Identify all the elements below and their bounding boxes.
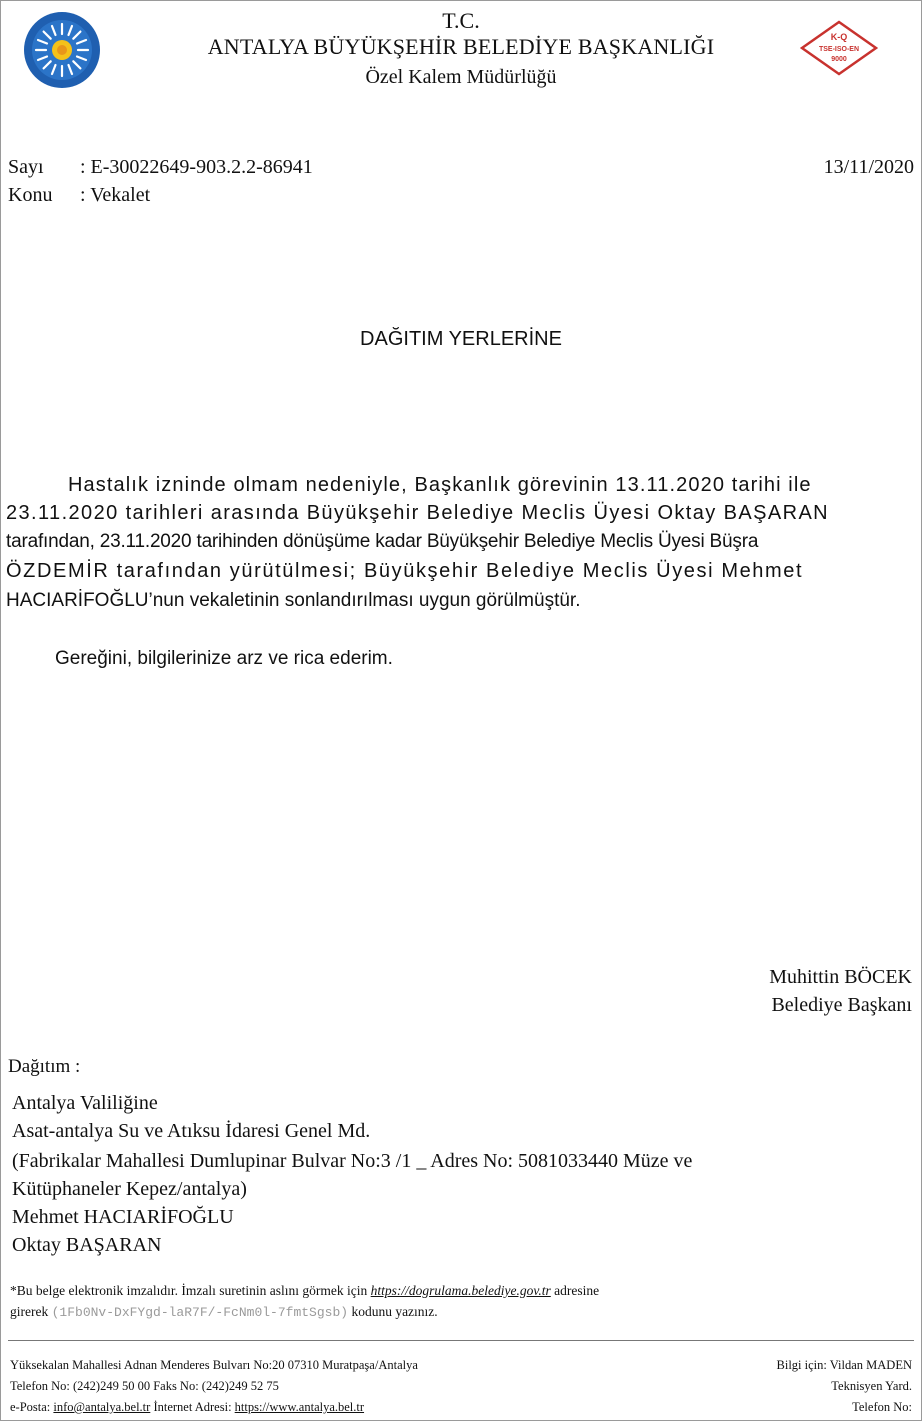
header-tc: T.C. — [442, 8, 480, 33]
signer-title: Belediye Başkanı — [771, 994, 912, 1016]
email-link[interactable]: info@antalya.bel.tr — [53, 1400, 151, 1414]
tse-certification-icon — [800, 20, 878, 76]
distribution-item: Oktay BAŞARAN — [12, 1234, 162, 1256]
sayi-value: : E-30022649-903.2.2-86941 — [80, 156, 313, 178]
note-text: *Bu belge elektronik imzalıdır. İmzalı suretinin aslını görmek için — [10, 1283, 371, 1298]
footer-divider — [8, 1340, 914, 1341]
body-line-3: tarafından, 23.11.2020 tarihinden dönüşüme kadar Büyükşehir Belediye Meclis Üyesi Büşra — [6, 531, 759, 552]
footer-phone: Telefon No: (242)249 50 00 Faks No: (242)249 52 75 — [10, 1379, 279, 1393]
footer-address: Yüksekalan Mahallesi Adnan Menderes Bulvarı No:20 07310 Muratpaşa/Antalya — [10, 1358, 418, 1372]
document-title: DAĞITIM YERLERİNE — [360, 328, 562, 350]
closing-line: Gereğini, bilgilerinize arz ve rica ederim. — [55, 648, 393, 669]
body-line-2: 23.11.2020 tarihleri arasında Büyükşehir Belediye Meclis Üyesi Oktay BAŞARAN — [6, 502, 830, 524]
cert-line-3: 9000 — [831, 56, 847, 63]
distribution-item: Antalya Valiliğine — [12, 1092, 158, 1114]
verification-link[interactable]: https://dogrulama.belediye.gov.tr — [370, 1283, 551, 1298]
department-name: Özel Kalem Müdürlüğü — [365, 66, 557, 88]
distribution-item: Kütüphaneler Kepez/antalya) — [12, 1178, 247, 1200]
note-text: adresine — [550, 1283, 600, 1298]
document-date: 13/11/2020 — [823, 156, 914, 178]
body-line-5: HACIARİFOĞLU’nun vekaletinin sonlandırılması uygun görülmüştür. — [6, 590, 581, 611]
verification-note-line-2 — [10, 1304, 438, 1320]
footer-info-phone: Telefon No: — [852, 1400, 912, 1414]
email-label: e-Posta: — [10, 1400, 54, 1414]
note-text: girerek — [10, 1304, 52, 1319]
body-line-4: ÖZDEMİR tarafından yürütülmesi; Büyükşehir Belediye Meclis Üyesi Mehmet — [6, 560, 804, 582]
distribution-label: Dağıtım : — [8, 1056, 81, 1077]
konu-value: : Vekalet — [80, 184, 151, 206]
signer-name: Muhittin BÖCEK — [769, 966, 912, 988]
organization-name: ANTALYA BÜYÜKŞEHİR BELEDİYE BAŞKANLIĞI — [207, 34, 715, 59]
distribution-item: (Fabrikalar Mahallesi Dumlupinar Bulvar No:3 /1 _ Adres No: 5081033440 Müze ve — [12, 1150, 693, 1172]
distribution-item: Mehmet HACIARİFOĞLU — [12, 1206, 234, 1228]
cert-line-2: TSE-ISO-EN — [818, 46, 860, 53]
cert-line-1: K-Q — [830, 32, 848, 42]
footer-info-contact: Bilgi için: Vildan MADEN — [776, 1358, 912, 1372]
verification-code: (1Fb0Nv-DxFYgd-laR7F/-FcNm0l-7fmtSgsb) — [51, 1305, 349, 1320]
footer-contact — [10, 1400, 364, 1415]
web-link[interactable]: https://www.antalya.bel.tr — [234, 1400, 365, 1414]
distribution-item: Asat-antalya Su ve Atıksu İdaresi Genel Md. — [12, 1120, 371, 1142]
web-label: İnternet Adresi: — [150, 1400, 235, 1414]
note-text: kodunu yazınız. — [348, 1304, 438, 1319]
body-line-1: Hastalık izninde olmam nedeniyle, Başkanlık görevinin 13.11.2020 tarihi ile — [68, 474, 812, 496]
verification-note-line-1 — [10, 1283, 599, 1299]
sayi-label: Sayı — [8, 156, 44, 178]
footer-info-role: Teknisyen Yard. — [831, 1379, 912, 1393]
konu-label: Konu — [8, 184, 53, 206]
